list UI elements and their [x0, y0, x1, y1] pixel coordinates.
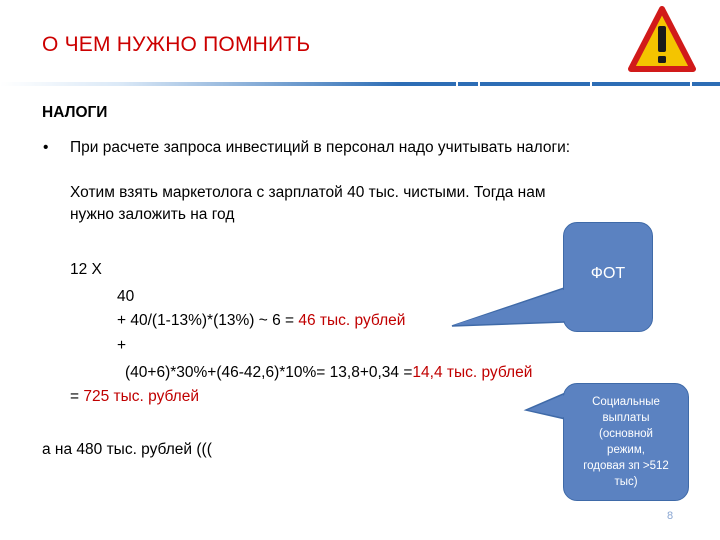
section-heading: НАЛОГИ — [42, 104, 108, 121]
calc-line-1: 12 Х — [70, 261, 102, 278]
header-rule-right — [400, 82, 720, 86]
calc-line-2: 40 — [117, 288, 135, 305]
calc-line-4: + — [117, 337, 127, 354]
bullet-text: При расчете запроса инвестиций в персонал надо учитывать налоги: — [70, 139, 571, 156]
header-rule-left — [0, 82, 400, 86]
bullet-marker: • — [43, 139, 49, 156]
calc-line-3-result: 46 тыс. рублей — [298, 312, 406, 329]
calc-line-5 — [125, 363, 532, 382]
callout-fot-pointer-fill — [440, 280, 580, 340]
calc-line-5-formula: (40+6)*30%+(46-42,6)*10%= 13,8+0,34 = — [125, 364, 413, 381]
callout-social-pointer-fill — [520, 388, 590, 428]
callout-social-line-3: (основной — [598, 428, 653, 440]
calc-line-6 — [70, 387, 199, 406]
callout-social-line-4: режим, — [607, 444, 645, 456]
calc-line-6-prefix: = — [70, 388, 84, 405]
calc-line-6-result: 725 тыс. рублей — [83, 388, 200, 405]
callout-social-line-2: выплаты — [602, 412, 650, 424]
callout-social-line-6: тыс) — [614, 476, 638, 488]
page-number: 8 — [667, 510, 674, 522]
paragraph-line-2: нужно заложить на год — [70, 206, 235, 223]
warning-triangle-icon — [628, 6, 696, 74]
callout-social-line-1: Социальные — [592, 396, 660, 408]
paragraph-line-1: Хотим взять маркетолога с зарплатой 40 тыс. чистыми. Тогда нам — [70, 184, 546, 201]
calc-line-3-formula: + 40/(1-13%)*(13%) ~ 6 = — [117, 312, 299, 329]
page-title: О ЧЕМ НУЖНО ПОМНИТЬ — [42, 33, 311, 56]
callout-fot-label: ФОТ — [590, 265, 626, 282]
calc-line-3 — [117, 311, 405, 330]
callout-social-line-5: годовая зп >512 — [583, 460, 669, 472]
closing-line: а на 480 тыс. рублей ((( — [42, 441, 212, 458]
calc-line-5-result: 14,4 тыс. рублей — [412, 364, 533, 381]
